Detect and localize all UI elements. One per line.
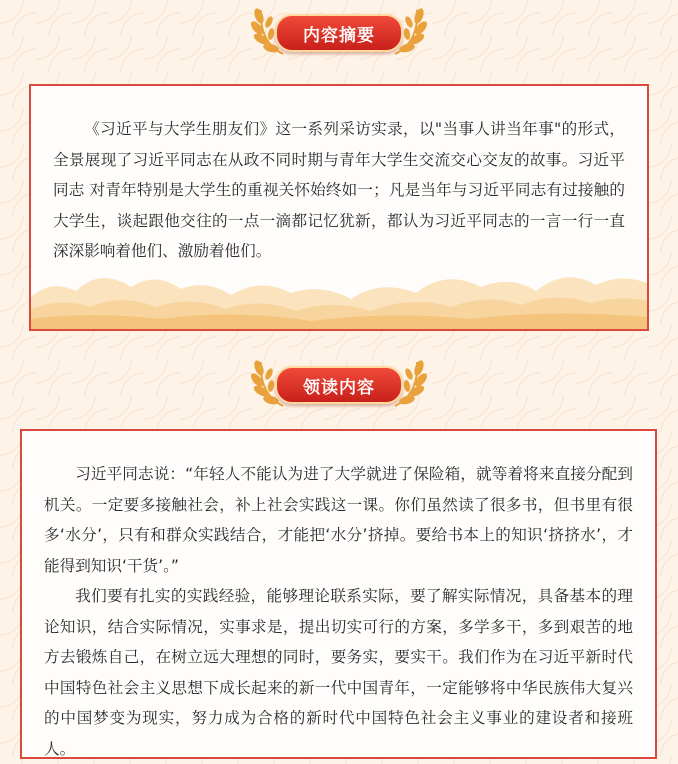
- cloud-decoration: [31, 249, 647, 329]
- section-title-summary: 内容摘要: [275, 14, 403, 52]
- reading-paragraph: 我们要有扎实的实践经验，能够理论联系实际，要了解实际情况，具备基本的理论知识，结合实际情况，实事求是，提出切实可行的方案，多学多干，多到艰苦的地方去锻炼自己，在树立远大理想的同时，要务实，要实干。我们作为在习近平新时代中国特色社会主义思想下成长起来的新一代中国青年，一定能够将中华民族伟大复兴的中国梦变为现实，努力成为合格的新时代中国特色社会主义事业的建设者和接班人。: [44, 587, 633, 758]
- section-header-summary: [0, 0, 678, 60]
- reading-card: [20, 429, 657, 759]
- reading-paragraph: 习近平同志说：“年轻人不能认为进了大学就进了保险箱，就等着将来直接分配到机关。一定要多接触社会，补上社会实践这一课。你们虽然读了很多书，但书里有很多‘水分’，只有和群众实践结合，才能把‘水分’挤掉。要给书本上的知识‘挤挤水’，才能得到知识‘干货’。”: [44, 465, 633, 575]
- summary-paragraph: 《习近平与大学生朋友们》这一系列采访实录，以"当事人讲当年事"的形式，全景展现了习近平同志在从政不同时期与青年大学生交流交心交友的故事。习近平同志 对青年特别是大学生的重视关怀始终如一；凡是当年与习近平同志有过接触的大学生，谈起跟他交往的一点一滴都记忆犹新，都认为习近平同志的一言一行一直深深影响着他们、激励着他们。: [53, 120, 625, 260]
- laurel-right-icon: [387, 354, 433, 410]
- summary-card: [29, 84, 649, 331]
- section-header-reading: [0, 352, 678, 412]
- laurel-right-icon: [387, 2, 433, 58]
- section-title-reading: 领读内容: [275, 366, 403, 404]
